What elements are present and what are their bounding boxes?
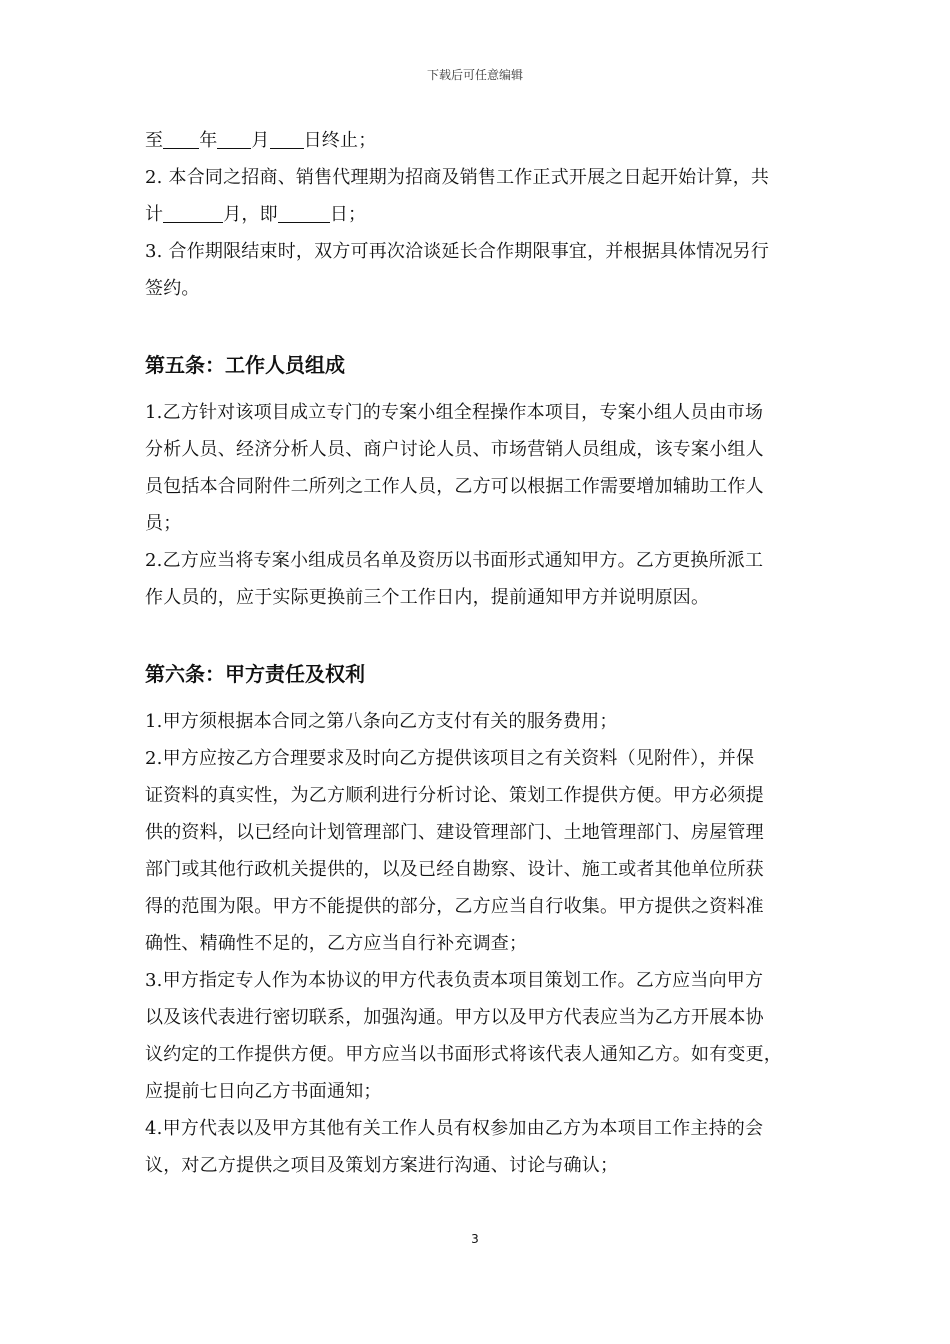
paragraph-line: 分析人员、经济分析人员、商户讨论人员、市场营销人员组成，该专案小组人 [145, 439, 764, 460]
blank-field [278, 202, 330, 223]
blank-field [270, 128, 304, 149]
blank-field [217, 128, 251, 149]
text: 月 [251, 130, 270, 151]
section-5-body [145, 394, 815, 616]
paragraph-line: 1.甲方须根据本合同之第八条向乙方支付有关的服务费用； [145, 711, 618, 732]
paragraph-line: 员包括本合同附件二所列之工作人员，乙方可以根据工作需要增加辅助工作人 [145, 476, 764, 497]
paragraph-line: 作人员的，应于实际更换前三个工作日内，提前通知甲方并说明原因。 [145, 587, 710, 608]
page-header: 下载后可任意编辑 [426, 68, 523, 82]
blank-field [163, 202, 223, 223]
paragraph-line: 签约。 [145, 278, 200, 299]
section-6-heading: 第六条：甲方责任及权利 [145, 662, 365, 686]
paragraph-line: 以及该代表进行密切联系，加强沟通。甲方以及甲方代表应当为乙方开展本协 [145, 1007, 764, 1028]
paragraph-line: 2.乙方应当将专案小组成员名单及资历以书面形式通知甲方。乙方更换所派工 [145, 550, 764, 571]
paragraph-line: 2. 本合同之招商、销售代理期为招商及销售工作正式开展之日起开始计算，共 [145, 167, 770, 188]
paragraph-line: 部门或其他行政机关提供的，以及已经自勘察、设计、施工或者其他单位所获 [145, 859, 764, 880]
paragraph-line: 得的范围为限。甲方不能提供的部分，乙方应当自行收集。甲方提供之资料准 [145, 896, 764, 917]
text: 至 [145, 130, 164, 151]
paragraph-line: 1.乙方针对该项目成立专门的专案小组全程操作本项目，专案小组人员由市场 [145, 402, 764, 423]
term-end-line [145, 122, 815, 159]
document-body [145, 122, 815, 1184]
paragraph-line: 4.甲方代表以及甲方其他有关工作人员有权参加由乙方为本项目工作主持的会 [145, 1118, 764, 1139]
paragraph-line: 证资料的真实性，为乙方顺利进行分析讨论、策划工作提供方便。甲方必须提 [145, 785, 764, 806]
paragraph-line: 确性、精确性不足的，乙方应当自行补充调查； [145, 933, 528, 954]
paragraph-line: 员； [145, 513, 182, 534]
paragraph-line: 供的资料，以已经向计划管理部门、建设管理部门、土地管理部门、房屋管理 [145, 822, 764, 843]
paragraph-line: 3.甲方指定专人作为本协议的甲方代表负责本项目策划工作。乙方应当向甲方 [145, 970, 764, 991]
period-line [145, 196, 815, 233]
text: 日； [329, 204, 367, 225]
text: 月，即 [223, 204, 278, 225]
text: 计 [145, 204, 164, 225]
section-6-body [145, 703, 815, 1184]
page-number: 3 [471, 1232, 479, 1246]
text: 日终止； [303, 130, 377, 151]
paragraph-line: 议约定的工作提供方便。甲方应当以书面形式将该代表人通知乙方。如有变更， [145, 1044, 782, 1065]
paragraph-line: 2.甲方应按乙方合理要求及时向乙方提供该项目之有关资料（见附件），并保 [145, 748, 755, 769]
paragraph-line: 3. 合作期限结束时，双方可再次洽谈延长合作期限事宜，并根据具体情况另行 [145, 241, 770, 262]
paragraph-line: 议，对乙方提供之项目及策划方案进行沟通、讨论与确认； [145, 1155, 619, 1176]
blank-field [163, 128, 199, 149]
paragraph-line: 应提前七日向乙方书面通知； [145, 1081, 382, 1102]
text: 年 [199, 130, 218, 151]
section-5-heading: 第五条：工作人员组成 [145, 353, 345, 377]
